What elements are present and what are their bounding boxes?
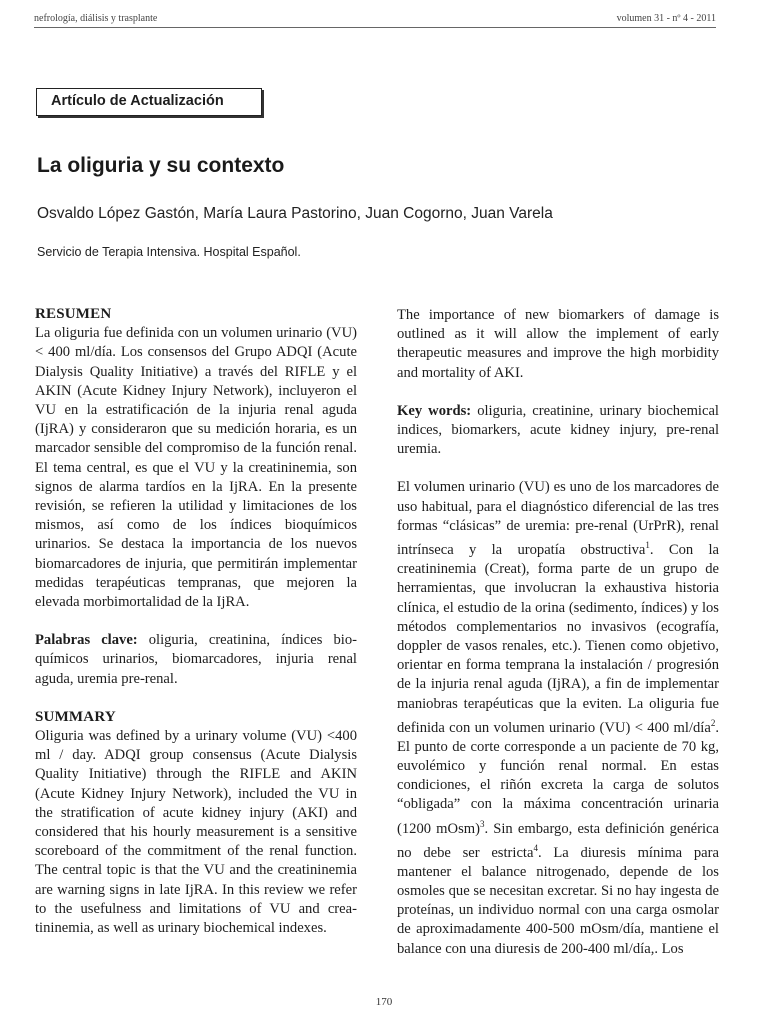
- article-title: La oliguria y su contexto: [37, 154, 285, 177]
- palabras-clave-text: oliguria, creatinina, índices bioquímicos urinarios, biomarcadores, injuria renal aguda, uremia pre-renal.: [35, 632, 357, 687]
- issue-info: volumen 31 - nº 4 - 2011: [616, 13, 716, 24]
- key-words-label: Key words:: [397, 402, 472, 419]
- summary-heading: SUMMARY: [35, 708, 116, 725]
- section-label: Artículo de Actualización: [36, 88, 262, 116]
- reference-4: 4: [533, 842, 538, 853]
- body-text-e: . La diuresis mínima para mantener el balance nitrogenado, depende de los osmoles que se necesitan excretar. Si no hay ingesta de proteínas, un individuo normal con una carga osmolar de aproximadamente 400-500 mOsm/día, mantiene el balance con una diuresis de 200-400 ml/día,. Los: [397, 844, 719, 957]
- header-divider: [34, 27, 716, 28]
- body-text-c: . El punto de corte corresponde a un paciente de 70 kg, euvolémico y función renal normal. En estas condiciones, el riñón excreta la carga de solutos “obligada” con la máxima concentración urinaria (1200 mOsm): [397, 719, 719, 837]
- body-text-b: . Con la creatininemia (Creat), forma parte de un grupo de herramientas, que involucran la exhaustiva historia clínica, el estudio de la orina (sedimento, índices) y los métodos complementarios no invasivos (ecografía, doppler de vasos renales, etc.). Tienen como objetivo, orientar en forma temprana la instalación / progresión de la injuria renal aguda (IjRA), a fin de implementar maniobras terapéuticas que la eviten. La oliguria fue definida con un volumen urinario (VU) < 400 ml/día: [397, 541, 720, 736]
- article-authors: Osvaldo López Gastón, María Laura Pastorino, Juan Cogorno, Juan Varela: [37, 205, 553, 222]
- left-column: [35, 305, 357, 938]
- body-text-a: El volumen urinario (VU) es uno de los marcadores de uso habitual, para el diagnóstico diferencial de las tres formas “clásicas” de uremia: pre-renal (UrPrR), renal intrínseca y la uropatía obstructiva: [397, 479, 719, 558]
- summary-continuation: The importance of new biomarkers of damage is outlined as it will allow the implement of early therapeutic measures and improve the high morbidity and mortality of AKI.: [397, 307, 719, 381]
- key-words: [397, 402, 719, 460]
- journal-name: nefrología, diálisis y trasplante: [34, 13, 158, 24]
- reference-1: 1: [645, 540, 650, 551]
- summary-text: Oliguria was defined by a urinary volume (VU) <400 ml / day. ADQI group consensus (Acute Dialysis Quality Initiative) through the RIFLE and AKIN (Acute Kidney Injury Network), included the VU in the stratification of acute kidney injury (AKI) and considered that his hourly measurement is a sensitive scoreboard of the commitment of the renal function. The central topic is that the VU and the creatininemia are warning signs in late IjRA. In this review we refer to the usefulness and limitations of VU and creatininemia, as well as urinary biochemical indexes.: [35, 728, 357, 937]
- body-text-d: . Sin embargo, esta definición genérica no debe ser estricta: [397, 820, 719, 861]
- key-words-text: oliguria, creatinine, urinary biochemical indices, biomarkers, acute kidney injury, pre-renal uremia.: [397, 402, 719, 458]
- reference-3: 3: [479, 818, 485, 829]
- palabras-clave-label: Palabras clave:: [35, 632, 138, 649]
- resumen-text: La oliguria fue definida con un volumen urinario (VU) < 400 ml/día. Los consensos del Grupo ADQI (Acute Dialysis Quality Initiative) a través del RIFLE y el AKIN (Acute Kidney Injury Network), incluyeron el VU en la estratificación de la injuria renal aguda (IjRA) y consideraron que su medición horaria, es un marcador sensible del compromiso de la función renal. El tema central, es que el VU y la creatininemia, son signos de alarma tardíos en la IjRA. En la presente revisión, se refieren la utilidad y limitaciones de los mismos, así como de los índices bioquímicos urinarios. Se destaca la importancia de los nuevos biomarcadores de injuria, que permitirán implementar medidas terapéuticas tempranas, que mejoren la elevada morbimortalidad de la IjRA.: [35, 325, 357, 611]
- reference-2: 2: [710, 717, 716, 728]
- body-paragraph: [397, 478, 719, 958]
- right-column: [397, 306, 719, 959]
- resumen-heading: RESUMEN: [35, 306, 112, 322]
- article-affiliation: Servicio de Terapia Intensiva. Hospital Español.: [37, 245, 301, 259]
- palabras-clave: [35, 631, 357, 689]
- page-number: 170: [375, 996, 393, 1008]
